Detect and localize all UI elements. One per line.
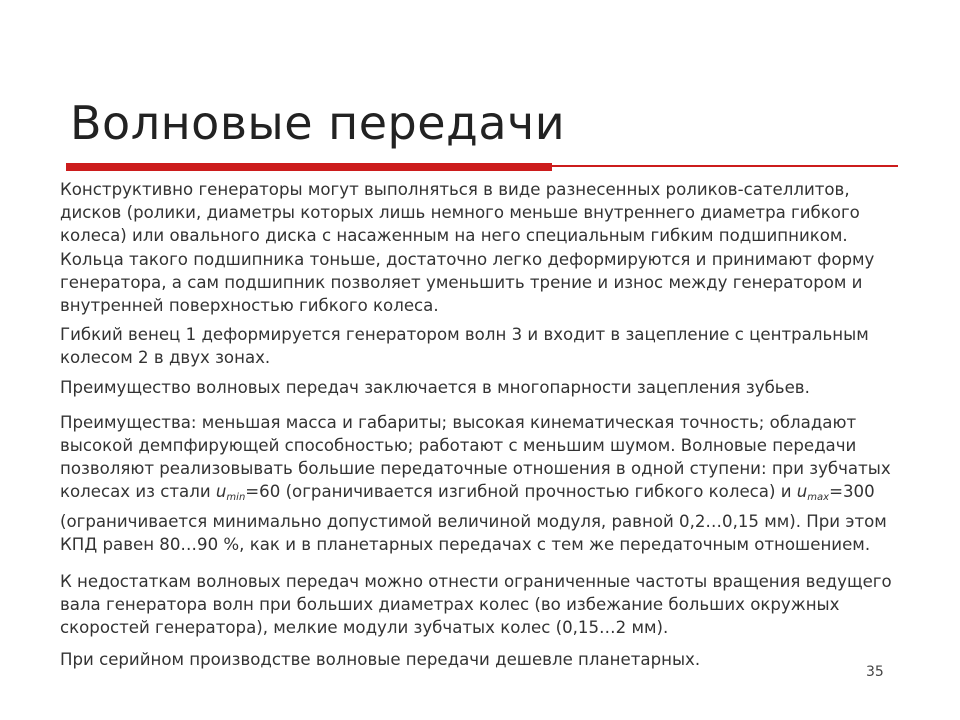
paragraph-advantages-list xyxy=(60,411,900,556)
title-underline-thin xyxy=(552,165,898,167)
paragraph-flexible-rim: Гибкий венец 1 деформируется генератором волн 3 и входит в зацепление с центральным колесом 2 в двух зонах. xyxy=(60,325,869,368)
page-number: 35 xyxy=(866,664,884,680)
slide-body xyxy=(60,178,900,671)
ratio-subscript-min: min xyxy=(226,492,246,504)
advantages-text-part1: Преимущества: меньшая масса и габариты; высокая кинематическая точность; обладают высокой демпфирующей способностью; работают с меньшим шумом. Волновые передачи позволяют реализовывать большие передаточные отношения в одной ступени: при зубчатых колесах из стали xyxy=(60,412,891,502)
ratio-subscript-max: max xyxy=(807,492,830,504)
title-underline-thick xyxy=(66,163,552,171)
advantages-text-part3: =300 (ограничивается минимально допустимой величиной модуля, равной 0,2…0,15 мм). При этом КПД равен 80…90 %, как и в планетарных передачах с тем же передаточным отношением. xyxy=(60,482,887,554)
slide-title: Волновые передачи xyxy=(70,96,566,150)
ratio-variable-u: u xyxy=(215,482,227,502)
paragraph-disadvantages: К недостаткам волновых передач можно отнести ограниченные частоты вращения ведущего вала генератора волн при больших диаметрах колес (во избежание больших окружных скоростей генератора), мелкие модули зубчатых колес (0,15…2 мм). xyxy=(60,572,892,638)
advantages-text-part2: =60 (ограничивается изгибной прочностью гибкого колеса) и xyxy=(245,482,797,502)
ratio-variable-u: u xyxy=(796,482,808,502)
paragraph-generators: Конструктивно генераторы могут выполняться в виде разнесенных роликов-сателлитов, дисков (ролики, диаметры которых лишь немного меньше внутреннего диаметра гибкого колеса) или овального диска с насаженным на него специальным гибким подшипником. Кольца такого подшипника тоньше, достаточно легко деформируются и принимают форму генератора, а сам подшипник позволяет уменьшить трение и износ между генератором и внутренней поверхностью гибкого колеса. xyxy=(60,180,875,316)
paragraph-serial-production: При серийном производстве волновые передачи дешевле планетарных. xyxy=(60,649,701,669)
paragraph-advantage: Преимущество волновых передач заключается в многопарности зацепления зубьев. xyxy=(60,377,810,397)
